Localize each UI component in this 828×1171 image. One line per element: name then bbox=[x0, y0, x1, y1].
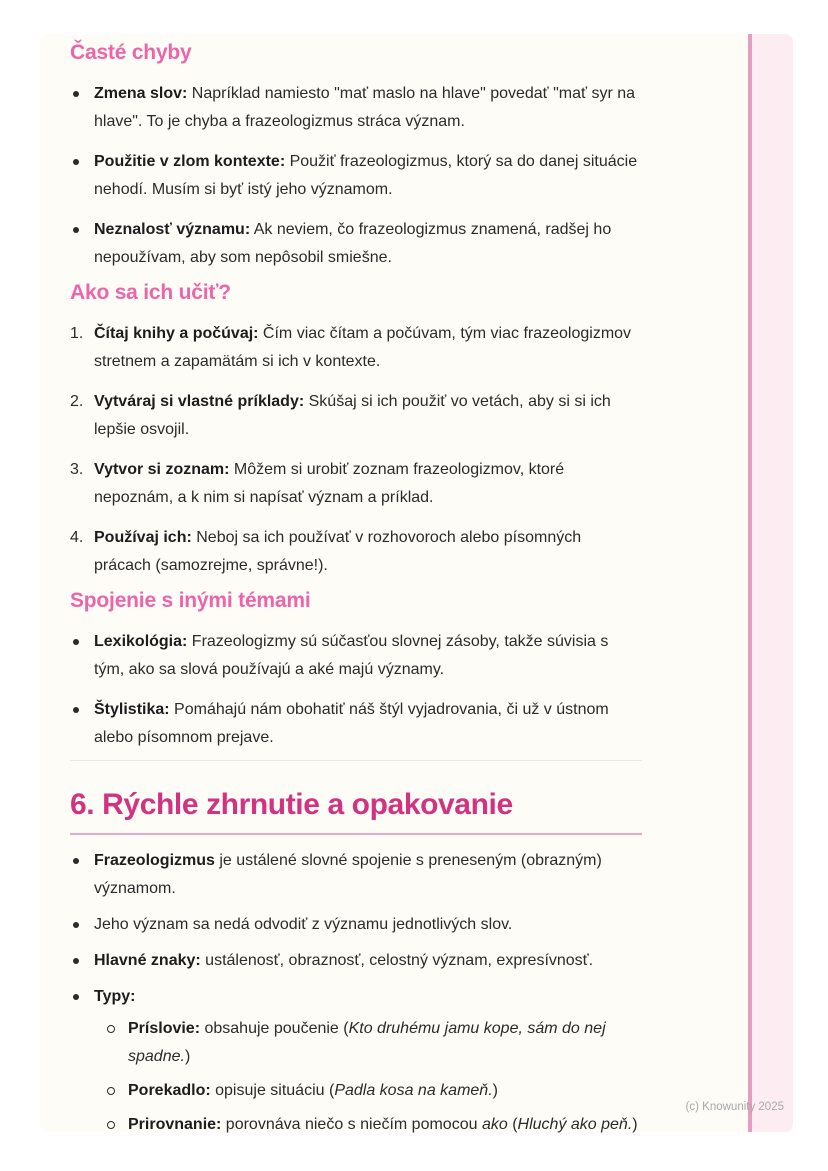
list-item bbox=[70, 696, 642, 752]
item-lead: Typy: bbox=[94, 988, 136, 1005]
list-item bbox=[70, 947, 642, 975]
list-number: 1. bbox=[70, 325, 84, 342]
accent-band bbox=[748, 34, 793, 1132]
item-lead: Štylistika: bbox=[94, 701, 170, 718]
item-lead: Používaj ich: bbox=[94, 529, 192, 546]
ako-sa-ich-ucit-list bbox=[70, 320, 642, 580]
caste-chyby-list bbox=[70, 80, 642, 272]
sublist-item bbox=[104, 1077, 642, 1105]
circle-bullet-icon bbox=[107, 1121, 115, 1129]
item-text: ( bbox=[507, 1116, 518, 1133]
circle-bullet-icon bbox=[107, 1025, 115, 1033]
section-divider bbox=[70, 760, 642, 761]
list-item bbox=[70, 847, 642, 903]
item-lead: Zmena slov: bbox=[94, 85, 188, 102]
list-item bbox=[70, 911, 642, 939]
list-number: 3. bbox=[70, 461, 84, 478]
document-content bbox=[70, 42, 642, 1147]
sublist-item bbox=[104, 1015, 642, 1071]
item-lead: Čítaj knihy a počúvaj: bbox=[94, 325, 259, 342]
list-item bbox=[70, 456, 642, 512]
item-lead: Použitie v zlom kontexte: bbox=[94, 153, 286, 170]
list-item bbox=[70, 983, 642, 1139]
item-text: obsahuje poučenie ( bbox=[200, 1020, 349, 1037]
item-lead: Vytváraj si vlastné príklady: bbox=[94, 393, 305, 410]
item-example: Hluchý ako peň. bbox=[517, 1116, 633, 1133]
item-lead: Lexikológia: bbox=[94, 633, 188, 650]
bullet-icon bbox=[73, 91, 79, 97]
list-item bbox=[70, 320, 642, 376]
list-item bbox=[70, 148, 642, 204]
section-heading-ako-sa-ich-ucit: Ako sa ich učiť? bbox=[70, 281, 231, 304]
item-example: Padla kosa na kameň. bbox=[334, 1082, 493, 1099]
item-lead: Vytvor si zoznam: bbox=[94, 461, 230, 478]
item-lead: Príslovie: bbox=[128, 1020, 201, 1037]
bullet-icon bbox=[73, 227, 79, 233]
spojenie-list bbox=[70, 628, 642, 752]
item-text: ustálenosť, obraznosť, celostný význam, expresívnosť. bbox=[200, 952, 594, 969]
item-text: ) bbox=[184, 1048, 191, 1065]
section-heading-spojenie: Spojenie s inými témami bbox=[70, 589, 311, 612]
item-lead: Prirovnanie: bbox=[128, 1116, 222, 1133]
item-text: Frazeologizmy sú súčasťou slovnej zásoby, takže súvisia s tým, ako sa slová používajú a aké majú významy. bbox=[94, 633, 609, 678]
list-item bbox=[70, 524, 642, 580]
item-text: ) bbox=[492, 1082, 498, 1099]
circle-bullet-icon bbox=[107, 1087, 115, 1095]
item-text: opisuje situáciu ( bbox=[210, 1082, 335, 1099]
bullet-icon bbox=[73, 707, 79, 713]
page-title: 6. Rýchle zhrnutie a opakovanie bbox=[70, 789, 642, 835]
item-lead: Porekadlo: bbox=[128, 1082, 211, 1099]
list-number: 2. bbox=[70, 393, 84, 410]
typy-sublist bbox=[94, 1015, 642, 1139]
bullet-icon bbox=[73, 994, 79, 1000]
item-text: ) bbox=[632, 1116, 638, 1133]
bullet-icon bbox=[73, 639, 79, 645]
item-text: Použiť frazeologizmus, ktorý sa do danej situácie nehodí. Musím si byť istý jeho významom. bbox=[94, 153, 638, 198]
bullet-icon bbox=[73, 159, 79, 165]
item-text: Ak neviem, čo frazeologizmus znamená, radšej ho nepoužívam, aby som nepôsobil smiešne. bbox=[94, 221, 612, 266]
item-example: Kto druhému jamu kope, sám do nej spadne. bbox=[128, 1020, 606, 1065]
list-item bbox=[70, 388, 642, 444]
watermark: (c) Knowunity 2025 bbox=[685, 1101, 784, 1113]
list-item bbox=[70, 80, 642, 136]
item-text: Jeho význam sa nedá odvodiť z významu jednotlivých slov. bbox=[94, 916, 513, 933]
bullet-icon bbox=[73, 958, 79, 964]
item-text: porovnáva niečo s niečím pomocou bbox=[221, 1116, 482, 1133]
item-text: Môžem si urobiť zoznam frazeologizmov, ktoré nepoznám, a k nim si napísať význam a príklad. bbox=[94, 461, 565, 506]
item-lead: Frazeologizmus bbox=[94, 852, 215, 869]
list-item bbox=[70, 216, 642, 272]
item-lead: Neznalosť významu: bbox=[94, 221, 251, 238]
item-text: Napríklad namiesto "mať maslo na hlave" povedať "mať syr na hlave". To je chyba a frazeologizmus stráca význam. bbox=[94, 85, 636, 130]
item-text: Pomáhajú nám obohatiť náš štýl vyjadrovania, či už v ústnom alebo písomnom prejave. bbox=[94, 701, 609, 746]
list-item bbox=[70, 628, 642, 684]
sublist-item bbox=[104, 1111, 642, 1139]
item-text: Čím viac čítam a počúvam, tým viac frazeologizmov stretnem a zapamätám si ich v kontexte. bbox=[94, 325, 632, 370]
item-text: je ustálené slovné spojenie s preneseným (obrazným) významom. bbox=[94, 852, 602, 897]
bullet-icon bbox=[73, 858, 79, 864]
item-text: Neboj sa ich používať v rozhovoroch alebo písomných prácach (samozrejme, správne!). bbox=[94, 529, 582, 574]
item-text: Skúšaj si ich použiť vo vetách, aby si si ich lepšie osvojil. bbox=[94, 393, 611, 438]
bullet-icon bbox=[73, 922, 79, 928]
item-example: ako bbox=[481, 1116, 508, 1133]
item-lead: Hlavné znaky: bbox=[94, 952, 201, 969]
zhrnutie-list bbox=[70, 847, 642, 1139]
section-heading-caste-chyby: Časté chyby bbox=[70, 41, 192, 64]
list-number: 4. bbox=[70, 529, 84, 546]
